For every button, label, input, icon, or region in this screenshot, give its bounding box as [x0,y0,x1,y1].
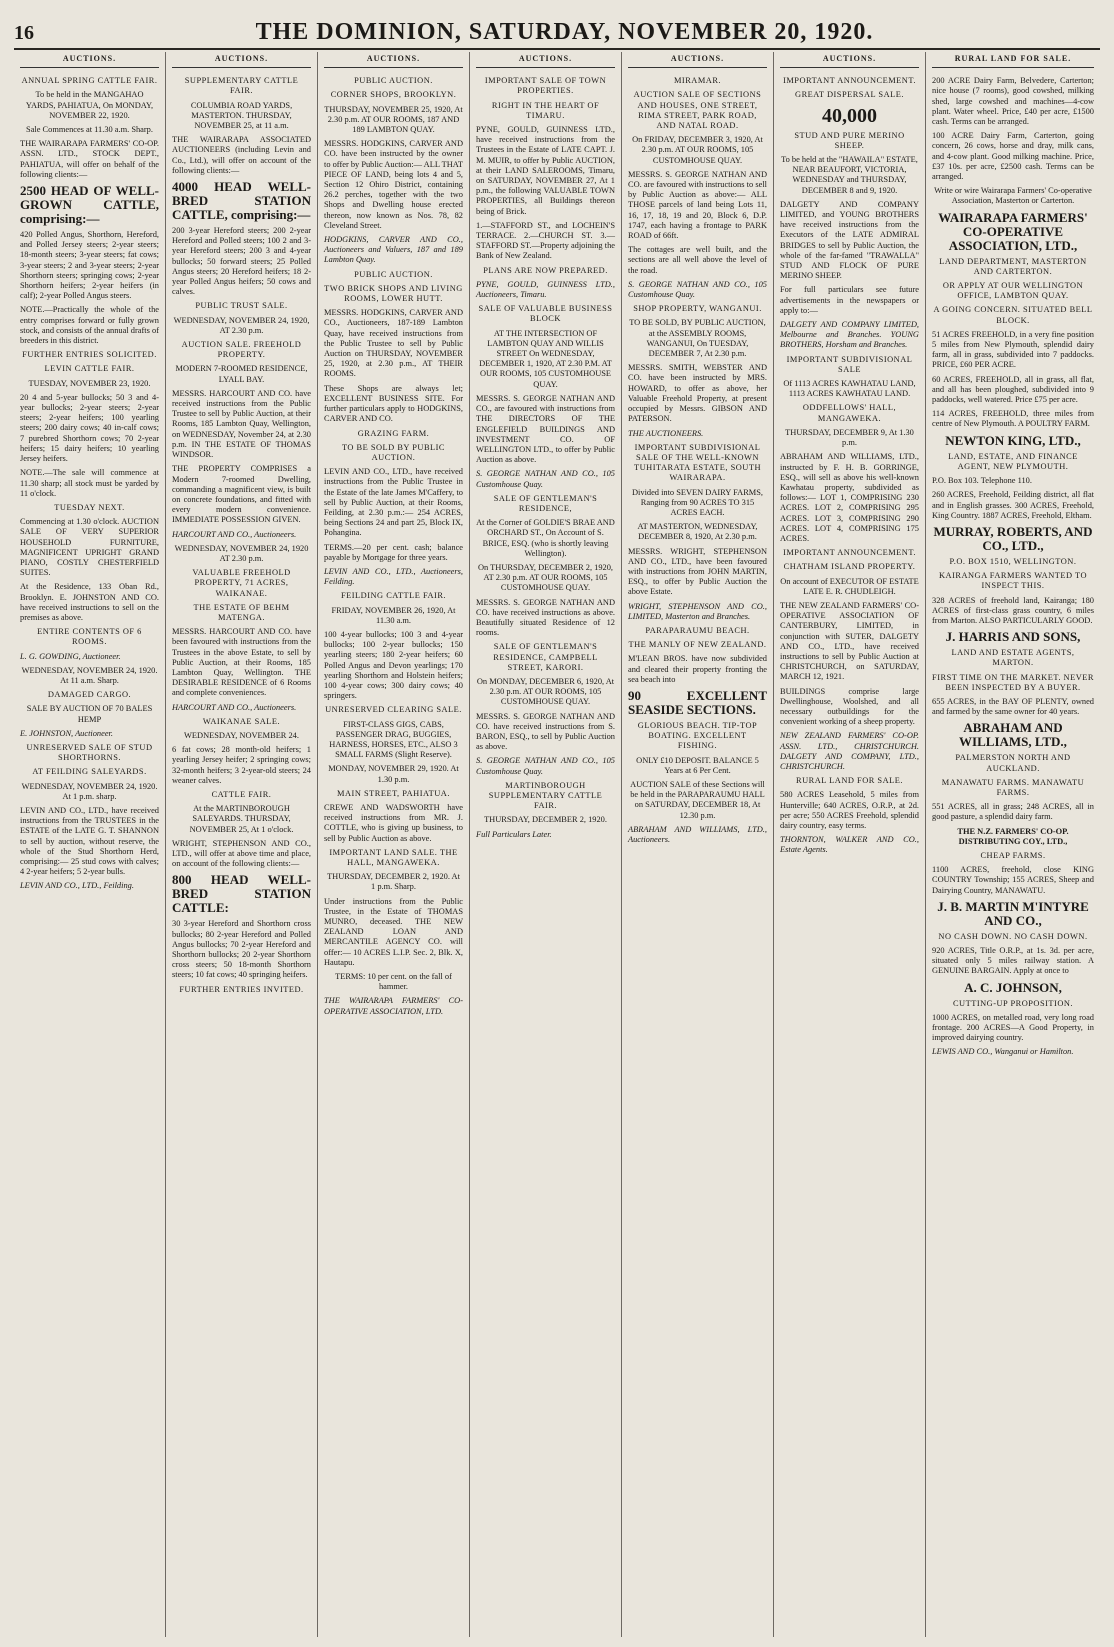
advertisement-text: DALGETY AND COMPANY LIMITED, and YOUNG BROTHERS have received instructions from the Executors of the LATE ADMIRAL BRIDGES to sell by Public Auction, the whole of the far-famed "TRAWALLA" STUD AND FLOCK OF PURE MERINO SHEEP. [780,199,919,281]
advertisement-text: NO CASH DOWN. NO CASH DOWN. [938,931,1088,941]
advertisement-text: MESSRS. S. GEORGE NATHAN AND CO. are favoured with instructions to sell by Public Auction as above:— ALL THOSE parcels of land being Lots 11, 16, 17, 18, 19 and 20, Block 6, D.P. 1747, each having a frontage to PARK ROAD of 66ft. [628,169,767,241]
advertisement-text: SALE OF VALUABLE BUSINESS BLOCK [478,304,613,324]
advertisement-text: MARTINBOROUGH SUPPLEMENTARY CATTLE FAIR. [488,780,603,811]
advertisement-text: CORNER SHOPS, BROOKLYN. [330,90,457,100]
advertisement-text: At the Corner of GOLDIE'S BRAE AND ORCHARD ST., On Account of S. BRICE, ESQ. (who is shortly leaving Wellington). [476,518,615,558]
advertisement-text: HARCOURT AND CO., Auctioneers. [172,702,297,712]
advertisement-text: THURSDAY, DECEMBER 2, 1920. [484,815,607,825]
advertisement-text: 51 ACRES FREEHOLD, in a very fine position 5 miles from New Plymouth, splendid dairy farm, all in grass, subdivided into 7 paddocks. PRICE, £60 PER ACRE. [932,329,1094,370]
advertisement-text: SHOP PROPERTY, WANGANUI. [633,304,762,314]
advertisement-text: 100 4-year bullocks; 100 3 and 4-year bullocks; 100 2-year bullocks; 150 yearling steers; 180 2-year heifers; 60 Polled Angus and Devon yearlings; 170 yearling Shorthorn and Holstein heifers; 100 4-year cows; 300 dairy cows; 40 springers. [324,629,463,701]
advertisement-text: NOTE.—The sale will commence at 11.30 sharp; all stock must be yarded by 11 o'clock. [20,468,159,498]
advertisement-text: THE PROPERTY COMPRISES a Modern 7-roomed Dwelling, commanding a magnificent view, is built on concrete foundations, and fitted with every modern convenience. IMMEDIATE POSSESSION GIVEN. [172,464,311,525]
advertisement-text: 200 3-year Hereford steers; 200 2-year Hereford and Polled steers; 100 2 and 3-year Hereford steers; 200 3 and 4-year bullocks; 50 forward steers; 25 Polled Angus steers; 20 Hereford heifers; 18 2-year Polled Angus heifers; 50 cows and calves. [172,226,311,297]
advertisement-text: THE NEW ZEALAND FARMERS' CO-OPERATIVE ASSOCIATION OF CANTERBURY, LIMITED, in conjunction with SUTER, DALGETY AND CO., LTD., have received instructions to sell by Public Auction at CHRISTCHURCH, on SATURDAY, MARCH 12, 1921. [780,600,919,682]
advertisement-text: J. HARRIS AND SONS, [945,629,1081,645]
advertisement-text: Divided into SEVEN DAIRY FARMS, Ranging from 90 ACRES TO 315 ACRES EACH. [632,487,763,517]
advertisement-text: PUBLIC TRUST SALE. [195,301,288,311]
advertisement-text: IMPORTANT ANNOUNCEMENT. [783,548,916,558]
advertisement-text: TWO BRICK SHOPS AND LIVING ROOMS, LOWER HUTT. [324,283,463,304]
advertisement-text: THE AUCTIONEERS. [628,428,704,438]
advertisement-text: MESSRS. S. GEORGE NATHAN AND CO. have received instructions from S. BARON, ESQ., to sell by Public Auction as above. [476,711,615,752]
advertisement-text: DALGETY AND COMPANY LIMITED, Melbourne and Branches. YOUNG BROTHERS, Horsham and Branches. [780,320,919,350]
column-3 [318,52,470,1637]
advertisement-text: MAIN STREET, PAHIATUA. [337,788,450,798]
advertisement-text: PYNE, GOULD, GUINNESS LTD., have received instructions from the Trustees in the Estate of LATE CAPT. J. M. MUIR, to offer by Public AUCTION, at their LAND SALEROOMS, Timaru, on SATURDAY, NOVEMBER 27, At 1 p.m., the following VALUABLE TOWN PROPERTIES, all Buildings thereon being of Brick. [476,125,615,216]
advertisement-text: SALE BY AUCTION OF 70 BALES HEMP [26,704,153,724]
advertisement-text: MESSRS. HARCOURT AND CO. have been favoured with instructions from the Trustees in the above Estate, to sell by Public Auction, at their Rooms, 185 Lambton Quay, Wellington. THE DESIRABLE RESIDENCE of 6 Rooms and complete conveniences. [172,627,311,698]
advertisement-text: THORNTON, WALKER AND CO., Estate Agents. [780,835,919,855]
advertisement-text: ONLY £10 DEPOSIT. BALANCE 5 Years at 6 Per Cent. [636,755,759,775]
advertisement-block [932,72,1094,1067]
advertisement-text: LEVIN CATTLE FAIR. [44,364,135,374]
advertisement-text: 800 HEAD WELL-BRED STATION CATTLE: [172,872,311,916]
advertisement-text: MESSRS. S. GEORGE NATHAN AND CO. have received instructions as above. Beautifully situated Residence of 12 rooms. [476,597,615,638]
advertisement-text: Of 1113 ACRES KAWHATAU LAND, 1113 ACRES KAWHATAU LAND. [783,379,916,399]
advertisement-text: FEILDING CATTLE FAIR. [340,591,447,601]
advertisement-text: GRAZING FARM. [357,428,430,438]
advertisement-text: LAND AND ESTATE AGENTS, MARTON. [951,648,1075,668]
advertisement-text: LEVIN AND CO., LTD., have received instructions from the Public Trustee in the Estate of the late James M'Caffery, to sell by Public Auction, at their Rooms, Feilding, at 2.30 p.m.:— 254 ACRES, being Sections 24 and part 25, Block IX, Pohangina. [324,467,463,538]
advertisement-text: THE WAIRARAPA FARMERS' CO-OP. ASSN. LTD., STOCK DEPT., PAHIATUA, will offer on behalf of the following clients:— [20,139,159,179]
column-1 [14,52,166,1637]
advertisement-text: CATTLE FAIR. [211,789,272,799]
column-2 [166,52,318,1637]
advertisement-text: On THURSDAY, DECEMBER 2, 1920, AT 2.30 p.m. AT OUR ROOMS, 105 CUSTOMHOUSE QUAY. [477,562,614,593]
advertisement-text: AUCTION SALE of these Sections will be held in the PARAPARAUMU HALL on SATURDAY, DECEMBER 18, At 12.30 p.m. [630,779,765,820]
advertisement-text: ABRAHAM AND WILLIAMS, LTD., instructed by F. H. B. GORRINGE, ESQ., will sell as above his well-known Kawhatau property, subdivided as follows:— LOT 1, COMPRISING 230 ACRES. LOT 2, COMPRISING 295 ACRES. LOT 3, COMPRISING 290 ACRES. LOT 4, COMPRISING 175 ACRES. [780,452,919,543]
advertisement-text: COLUMBIA ROAD YARDS, MASTERTON. THURSDAY, NOVEMBER 25, at 11 a.m. [190,100,293,131]
page-number: 16 [14,22,34,44]
advertisement-text: MESSRS. HODGKINS, CARVER AND CO., Auctioneers, 187-189 Lambton Quay, have received instructions from the Public Trustee to sell by Public Auction on THURSDAY, NOVEMBER 25, 1920, at 2.30 p.m., AT THEIR ROOMS. [324,308,463,379]
advertisement-text: TERMS.—20 per cent. cash; balance payable by Mortgage for three years. [324,542,463,562]
column-4 [470,52,622,1637]
advertisement-text: GLORIOUS BEACH. TIP-TOP BOATING. EXCELLENT FISHING. [637,720,758,751]
advertisement-text: To be held in the MANGAHAO YARDS, PAHIATUA, On MONDAY, NOVEMBER 22, 1920. [25,90,154,120]
advertisement-text: P.O. Box 103. Telephone 110. [932,476,1032,486]
column-5 [622,52,774,1637]
advertisement-text: CHEAP FARMS. [980,850,1046,860]
advertisement-text: ENTIRE CONTENTS OF 6 ROOMS. [37,627,142,647]
advertisement-text: At the MARTINBOROUGH SALEYARDS. THURSDAY, NOVEMBER 25, At 1 o'clock. [189,804,294,834]
advertisement-text: To be held at the "HAWAILA" ESTATE, NEAR BEAUFORT, VICTORIA, WEDNESDAY and THURSDAY, DECEMBER 8 and 9, 1920. [781,155,918,195]
advertisement-text: FIRST-CLASS GIGS, CABS, PASSENGER DRAG, BUGGIES, HARNESS, HORSES, ETC., ALSO 3 SMALL FARMS (Slight Reserve). [329,719,458,760]
advertisement-text: P.O. BOX 1510, WELLINGTON. [949,556,1077,566]
advertisement-text: 260 ACRES, Freehold, Feilding district, all flat and in English grasses. 300 ACRES, Freehold, King Country. 1887 ACRES, Freehold, Eltham. [932,490,1094,520]
advertisement-text: GREAT DISPERSAL SALE. [795,90,904,100]
advertisement-text: PUBLIC AUCTION. [354,269,433,279]
advertisement-text: THURSDAY, DECEMBER 9, At 1.30 p.m. [785,427,914,448]
advertisement-text: L. G. GOWDING, Auctioneer. [20,651,121,661]
advertisement-text: MODERN 7-ROOMED RESIDENCE, LYALL BAY. [175,364,308,384]
advertisement-text: 6 fat cows; 28 month-old heifers; 1 yearling Jersey heifer; 2 springing cows; 32-month heifers; 3 2-year-old steers; 24 weaner calves. [172,745,311,785]
advertisement-text: RURAL LAND FOR SALE. [796,776,903,786]
advertisement-text: DAMAGED CARGO. [47,690,132,700]
advertisement-text: UNRESERVED SALE OF STUD SHORTHORNS. [26,742,153,763]
advertisement-text: WRIGHT, STEPHENSON AND CO., LTD., will offer at above time and place, on account of the following clients:— [172,838,311,869]
advertisement-block [20,72,159,901]
advertisement-text: THE N.Z. FARMERS' CO-OP. DISTRIBUTING COY., LTD., [957,826,1069,846]
advertisement-text: BUILDINGS comprise large Dwellinghouse, Woolshed, and all necessary outbuildings for the convenient working of a sheep property. [780,686,919,727]
advertisement-text: MONDAY, NOVEMBER 29, 1920. At 1.30 p.m. [328,764,459,784]
advertisement-text: 328 ACRES of freehold land, Kairanga; 180 ACRES of first-class grass country, 6 miles from Marton. ALSO PARTICULARLY GOOD. [932,595,1094,625]
advertisement-text: M'LEAN BROS. have now subdivided and cleared their property fronting the sea beach into [628,654,767,684]
advertisement-text: IMPORTANT SUBDIVISIONAL SALE [786,354,913,374]
advertisement-text: CHATHAM ISLAND PROPERTY. [783,562,916,572]
advertisement-text: IMPORTANT SUBDIVISIONAL SALE OF THE WELL-KNOWN TUHITARATA ESTATE, SOUTH WAIRARAPA. [634,442,761,483]
advertisement-text: AT MASTERTON, WEDNESDAY, DECEMBER 8, 1920, At 2.30 p.m. [637,522,758,542]
advertisement-text: THURSDAY, NOVEMBER 25, 1920, At 2.30 p.m. AT OUR ROOMS, 187 AND 189 LAMBTON QUAY. [324,104,463,135]
advertisement-text: These Shops are always let; EXCELLENT BUSINESS SITE. For further particulars apply to HODGKINS, CARVER AND CO. [324,383,463,424]
advertisement-text: CREWE AND WADSWORTH have received instructions from MR. J. COTTLE, who is giving up business, to sell by Public Auction as above. [324,803,463,843]
advertisement-text: 1.—STAFFORD ST., and LOCHEIN'S TERRACE. 2.—CHURCH ST. 3.—STAFFORD ST.—Property adjoining the Bank of New Zealand. [476,220,615,261]
advertisement-text: AT THE INTERSECTION OF LAMBTON QUAY AND WILLIS STREET On WEDNESDAY, DECEMBER 1, 1920, AT 2.30 P.M. AT OUR ROOMS, 105 CUSTOMHOUSE QUAY. [479,328,612,389]
advertisement-text: MESSRS. HARCOURT AND CO. have received instructions from the Public Trustee to sell by Public Auction, at their Rooms, 185 Lambton Quay, Wellington, on WEDNESDAY, November 24, at 2.30 p.m. IN THE ESTATE OF THOMAS WINDSOR. [172,388,311,460]
advertisement-text: UNRESERVED CLEARING SALE. [325,705,462,715]
advertisement-text: TUESDAY, NOVEMBER 23, 1920. [28,378,151,388]
advertisement-text: Commencing at 1.30 o'clock. AUCTION SALE OF VERY SUPERIOR HOUSEHOLD FURNITURE, MAGNIFICENT UPRIGHT GRAND PIANO, COSTLY CHESTERFIELD SUITES. [20,517,159,578]
advertisement-text: 655 ACRES, in the BAY OF PLENTY, owned and farmed by the same owner for 40 years. [932,696,1094,717]
advertisement-text: WEDNESDAY, NOVEMBER 24, 1920. At 1 p.m. sharp. [21,781,158,801]
column-7 [926,52,1100,1637]
newspaper-title: THE DOMINION, SATURDAY, NOVEMBER 20, 1920. [255,19,874,45]
advertisement-block [172,72,311,1005]
advertisement-text: On FRIDAY, DECEMBER 3, 1920, At 2.30 p.m. AT OUR ROOMS, 105 CUSTOMHOUSE QUAY. [632,135,763,165]
advertisement-text: SALE OF GENTLEMAN'S RESIDENCE, CAMPBELL STREET, KARORI. [493,642,598,672]
advertisement-text: HARCOURT AND CO., Auctioneers. [172,529,297,539]
advertisement-text: TUESDAY NEXT. [54,502,125,512]
advertisement-text: 90 EXCELLENT SEASIDE SECTIONS. [628,687,767,717]
advertisement-text: At the Residence, 133 Oban Rd., Brooklyn. E. JOHNSTON AND CO. have received instructions to sell on the premises as above. [20,582,159,622]
advertisement-text: J. B. MARTIN M'INTYRE AND CO., [937,898,1089,928]
advertisement-text: A GOING CONCERN. SITUATED BELL BLOCK. [933,305,1093,325]
advertisement-text: ABRAHAM AND WILLIAMS, LTD., Auctioneers. [628,824,767,844]
advertisement-text: PARAPARAUMU BEACH. [645,625,750,635]
advertisement-text: MESSRS. WRIGHT, STEPHENSON AND CO., LTD., have been favoured with instructions from JOHN MARTIN, ESQ., to offer by Public Auction the above Estate. [628,546,767,597]
advertisement-text: TO BE SOLD BY PUBLIC AUCTION. [341,442,446,462]
advertisement-text: MESSRS. SMITH, WEBSTER AND CO. have been instructed by MRS. HOWARD, to offer as above, her Valuable Freehold Property, at present occupied by Messrs. GIBSON AND PATERSON. [628,363,767,424]
column-heading: AUCTIONS. [324,52,463,68]
advertisement-text: FRIDAY, NOVEMBER 26, 1920, At 11.30 a.m. [331,605,456,625]
advertisement-text: ODDFELLOWS' HALL, MANGAWEKA. [802,403,897,423]
advertisement-text: ABRAHAM AND WILLIAMS, LTD., [959,720,1067,750]
advertisement-text: WRIGHT, STEPHENSON AND CO., LIMITED, Masterton and Branches. [628,601,767,621]
advertisement-text: LEVIN AND CO., LTD., Auctioneers, Feilding. [324,566,463,587]
advertisement-text: NOTE.—Practically the whole of the entry comprises forward or fully grown stock, and consists of the annual drafts of breeders in this district. [20,305,159,346]
column-heading: RURAL LAND FOR SALE. [932,52,1094,68]
advertisement-text: AUCTION SALE. FREEHOLD PROPERTY. [181,340,302,360]
advertisement-text: PUBLIC AUCTION. [354,76,433,86]
advertisement-text: THURSDAY, DECEMBER 2, 1920. At 1 p.m. Sharp. [327,872,460,892]
advertisement-text: WEDNESDAY, NOVEMBER 24, 1920. At 11 a.m. Sharp. [21,665,158,685]
column-heading: AUCTIONS. [476,52,615,68]
advertisement-text: FURTHER ENTRIES SOLICITED. [22,350,157,360]
advertisement-block [628,72,767,855]
advertisement-text: RIGHT IN THE HEART OF TIMARU. [491,100,600,120]
advertisement-text: 20 4 and 5-year bullocks; 50 3 and 4-year bullocks; 2-year steers; 2-year steers; 2-year heifers; 100 yearling steers; 200 dairy cows; 40 in-calf cows; 7 purebred Shorthorn cows; 70 2-year heifers; 15 dairy heifers; 10 yearling Jersey heifers. [20,392,159,464]
advertisement-text: THE MANLY OF NEW ZEALAND. [628,640,767,650]
advertisement-text: CUTTING-UP PROPOSITION. [952,998,1074,1008]
column-6 [774,52,926,1637]
advertisement-block [780,72,919,865]
advertisement-text: WAIRARAPA FARMERS' CO-OPERATIVE ASSOCIATION, LTD., [938,209,1088,253]
advertisement-text: MESSRS. S. GEORGE NATHAN AND CO., are favoured with instructions from THE DIRECTORS OF THE ENGLEFIELD BUILDINGS AND INVESTMENT CO. OF WELLINGTON LTD., to offer by Public Auction as above. [476,393,615,465]
advertisement-text: NEWTON KING, LTD., [945,432,1081,448]
advertisement-text: S. GEORGE NATHAN AND CO., 105 Customhouse Quay. [476,469,615,489]
advertisement-text: NEW ZEALAND FARMERS' CO-OP. ASSN. LTD., CHRISTCHURCH. DALGETY AND COMPANY, LTD., CHRISTCHURCH. [780,731,919,771]
advertisement-text: 551 ACRES, all in grass; 248 ACRES, all in good pasture, a splendid dairy farm. [932,802,1094,822]
advertisement-text: On MONDAY, DECEMBER 6, 1920, At 2.30 p.m. AT OUR ROOMS, 105 CUSTOMHOUSE QUAY. [476,676,615,707]
advertisement-text: 580 ACRES Leasehold, 5 miles from Hunterville; 640 ACRES, O.R.P., at 2d. per acre; 550 ACRES Freehold, splendid dairy country, easy terms. [780,790,919,830]
advertisement-text: FIRST TIME ON THE MARKET. NEVER BEEN INSPECTED BY A BUYER. [932,672,1094,692]
advertisement-text: SUPPLEMENTARY CATTLE FAIR. [184,76,299,96]
advertisement-text: 1100 ACRES, freehold, close KING COUNTRY Township; 155 ACRES, Sheep and Dairying Country, MANAWATU. [932,865,1094,895]
advertisement-text: STUD AND PURE MERINO SHEEP. [794,130,905,150]
advertisement-text: PLANS ARE NOW PREPARED. [483,265,608,275]
advertisement-text: LEVIN AND CO., LTD., have received instructions from the TRUSTEES in the ESTATE of the LATE G. T. SHANNON to sell by auction, without reserve, the whole of the Stud Shorthorn Herd, comprising:— 25 stud cows with calves; 4 2-year heifers; 5 2-year bulls. [20,805,159,877]
advertisement-text: PALMERSTON NORTH AND AUCKLAND. [955,753,1071,773]
advertisement-text: PYNE, GOULD, GUINNESS LTD., Auctioneers, Timaru. [476,279,615,300]
advertisement-text: TO BE SOLD, BY PUBLIC AUCTION, at the ASSEMBLY ROOMS, WANGANUI, On TUESDAY, DECEMBER 7, At 2.30 p.m. [629,318,766,359]
advertisement-text: The cottages are well built, and the sections are all well above the level of the road. [628,245,767,275]
advertisement-text: LAND, ESTATE, AND FINANCE AGENT, NEW PLYMOUTH. [948,451,1078,471]
advertisement-text: KAIRANGA FARMERS WANTED TO INSPECT THIS. [938,571,1088,591]
advertisement-block [476,72,615,850]
advertisement-text: IMPORTANT ANNOUNCEMENT. [783,76,916,86]
column-heading: AUCTIONS. [780,52,919,68]
advertisement-text: MESSRS. HODGKINS, CARVER AND CO. have been instructed by the owner to offer by Public Auction:— ALL THAT PIECE OF LAND, being lots 4 and 5, Section 12 Ohiro District, containing 26.2 perches, together with the two Shops and Dwelling house erected thereon, now known as Nos. 78, 82 Cleveland Street. [324,139,463,230]
masthead [14,14,1100,50]
advertisement-text: Under instructions from the Public Trustee, in the Estate of THOMAS MUNRO, deceased. THE NEW ZEALAND LOAN AND MERCANTILE AGENCY CO. will offer:— 10 ACRES L.I.P. Sec. 2, Blk. X, Hautapu. [324,896,463,967]
column-heading: AUCTIONS. [20,52,159,68]
advertisement-text: For full particulars see future advertisements in the newspapers or apply to:— [780,285,919,315]
advertisement-text: MIRAMAR. [673,76,722,86]
advertisement-text: 420 Polled Angus, Shorthorn, Hereford, and Polled Jersey steers; 2-year steers; 18-month steers; 3-year steers; fat cows; 3-year steers; 2 and 3-year steers; 2-year Shorthorn steers; springing cows; 2-year Shorthorn heifers; 2-year heifers (in calf); 2-year Polled Angus steers. [20,230,159,301]
advertisement-text: WEDNESDAY, NOVEMBER 24, 1920 AT 2.30 p.m. [174,543,309,563]
advertisement-text: Full Particulars Later. [476,829,552,839]
advertisement-text: MANAWATU FARMS. MANAWATU FARMS. [941,777,1085,797]
advertisement-text: SALE OF GENTLEMAN'S RESIDENCE, [493,493,598,513]
advertisement-text: 40,000 [822,104,877,127]
advertisement-text: A. C. JOHNSON, [964,979,1062,995]
advertisement-text: IMPORTANT LAND SALE. THE HALL, MANGAWEKA. [329,847,458,868]
advertisement-text: MURRAY, ROBERTS, AND CO., LTD., [933,523,1093,553]
advertisement-text: AUCTION SALE OF SECTIONS AND HOUSES, ONE STREET, RIMA STREET, PARK ROAD, AND NATAL ROAD. [633,90,762,131]
advertisement-text: THE WAIRARAPA FARMERS' CO-OPERATIVE ASSOCIATION, LTD. [324,996,463,1016]
advertisement-text: 60 ACRES, FREEHOLD, all in grass, all flat, and all has been ploughed, subdivided into 9 paddocks, well watered. Price £75 per acre. [932,374,1094,405]
advertisement-text: On account of EXECUTOR OF ESTATE LATE E. R. CHUDLEIGH. [780,576,919,596]
advertisement-text: HODGKINS, CARVER AND CO., Auctioneers and Valuers, 187 and 189 Lambton Quay. [324,235,463,265]
column-heading: AUCTIONS. [172,52,311,68]
advertisement-text: OR APPLY AT OUR WELLINGTON OFFICE, LAMBTON QUAY. [942,281,1084,301]
advertisement-text: 4000 HEAD WELL-BRED STATION CATTLE, comprising:— [172,179,311,223]
advertisement-text: LEWIS AND CO., Wanganui or Hamilton. [932,1047,1074,1057]
advertisement-block [324,72,463,1027]
columns-container [14,52,1100,1637]
advertisement-text: 920 ACRES, Title O.R.P., at 1s. 3d. per acre, situated only 5 miles railway station. A GENUINE BARGAIN. Apply at once to [932,945,1094,976]
advertisement-text: WAIKANAE SALE. [202,716,281,726]
advertisement-text: S. GEORGE NATHAN AND CO., 105 Customhouse Quay. [476,756,615,776]
advertisement-text: ANNUAL SPRING CATTLE FAIR. [21,76,158,86]
advertisement-text: LAND DEPARTMENT, MASTERTON AND CARTERTON. [939,256,1087,276]
advertisement-text: VALUABLE FREEHOLD PROPERTY, 71 ACRES, WAIKANAE. [192,568,291,598]
advertisement-text: Sale Commences at 11.30 a.m. Sharp. [26,125,153,135]
advertisement-text: LEVIN AND CO., LTD., Feilding. [20,881,134,891]
advertisement-text: WEDNESDAY, NOVEMBER 24, 1920, AT 2.30 p.m. [173,315,310,335]
advertisement-text: TERMS: 10 per cent. on the fall of hammer. [335,972,452,992]
advertisement-text: S. GEORGE NATHAN AND CO., 105 Customhouse Quay. [628,279,767,300]
advertisement-text: AT FEILDING SALEYARDS. [32,767,147,777]
masthead-spacer [1095,22,1100,48]
advertisement-text: WEDNESDAY, NOVEMBER 24. [184,730,299,740]
advertisement-text: THE ESTATE OF BEHM MATENGA. [193,602,290,622]
advertisement-text: THE WAIRARAPA ASSOCIATED AUCTIONEERS (including Levin and Co., Ltd.), will offer on account of the following clients:— [172,135,311,175]
advertisement-text: 100 ACRE Dairy Farm, Carterton, going concern, 26 cows, horse and dray, milk cans, and 4-cow plant. Good milking machine. Price, £37 10s. per acre, £2500 cash. Terms can be arranged. [932,131,1094,182]
advertisement-text: 114 ACRES, FREEHOLD, three miles from centre of New Plymouth. A POULTRY FARM. [932,409,1094,429]
advertisement-text: IMPORTANT SALE OF TOWN PROPERTIES. [484,76,607,96]
advertisement-text: 200 ACRE Dairy Farm, Belvedere, Carterton; nice house (7 rooms), good cowshed, milking shed, large cowshed and machines—4-cow plant. Water wheel. Price, £40 per acre, £1500 cash. Terms can be arranged. [932,76,1094,127]
advertisement-text: 30 3-year Hereford and Shorthorn cross bullocks; 80 2-year Hereford and Polled Angus bullocks; 70 2-year Hereford and Shorthorn bullocks; 20 2-year Shorthorn cross steers; 50 18-month Shorthorn steers; 10 fat cows; 40 springing heifers. [172,919,311,980]
column-heading: AUCTIONS. [628,52,767,68]
advertisement-text: FURTHER ENTRIES INVITED. [179,984,304,994]
advertisement-text: E. JOHNSTON, Auctioneer. [20,728,113,738]
advertisement-text: 2500 HEAD OF WELL-GROWN CATTLE, comprising:— [20,183,159,227]
advertisement-text: Write or wire Wairarapa Farmers' Co-operative Association, Masterton or Carterton. [934,186,1092,206]
advertisement-text: 1000 ACRES, on metalled road, very long road frontage. 200 ACRES—A Good Property, in improved dairying country. [932,1012,1094,1043]
